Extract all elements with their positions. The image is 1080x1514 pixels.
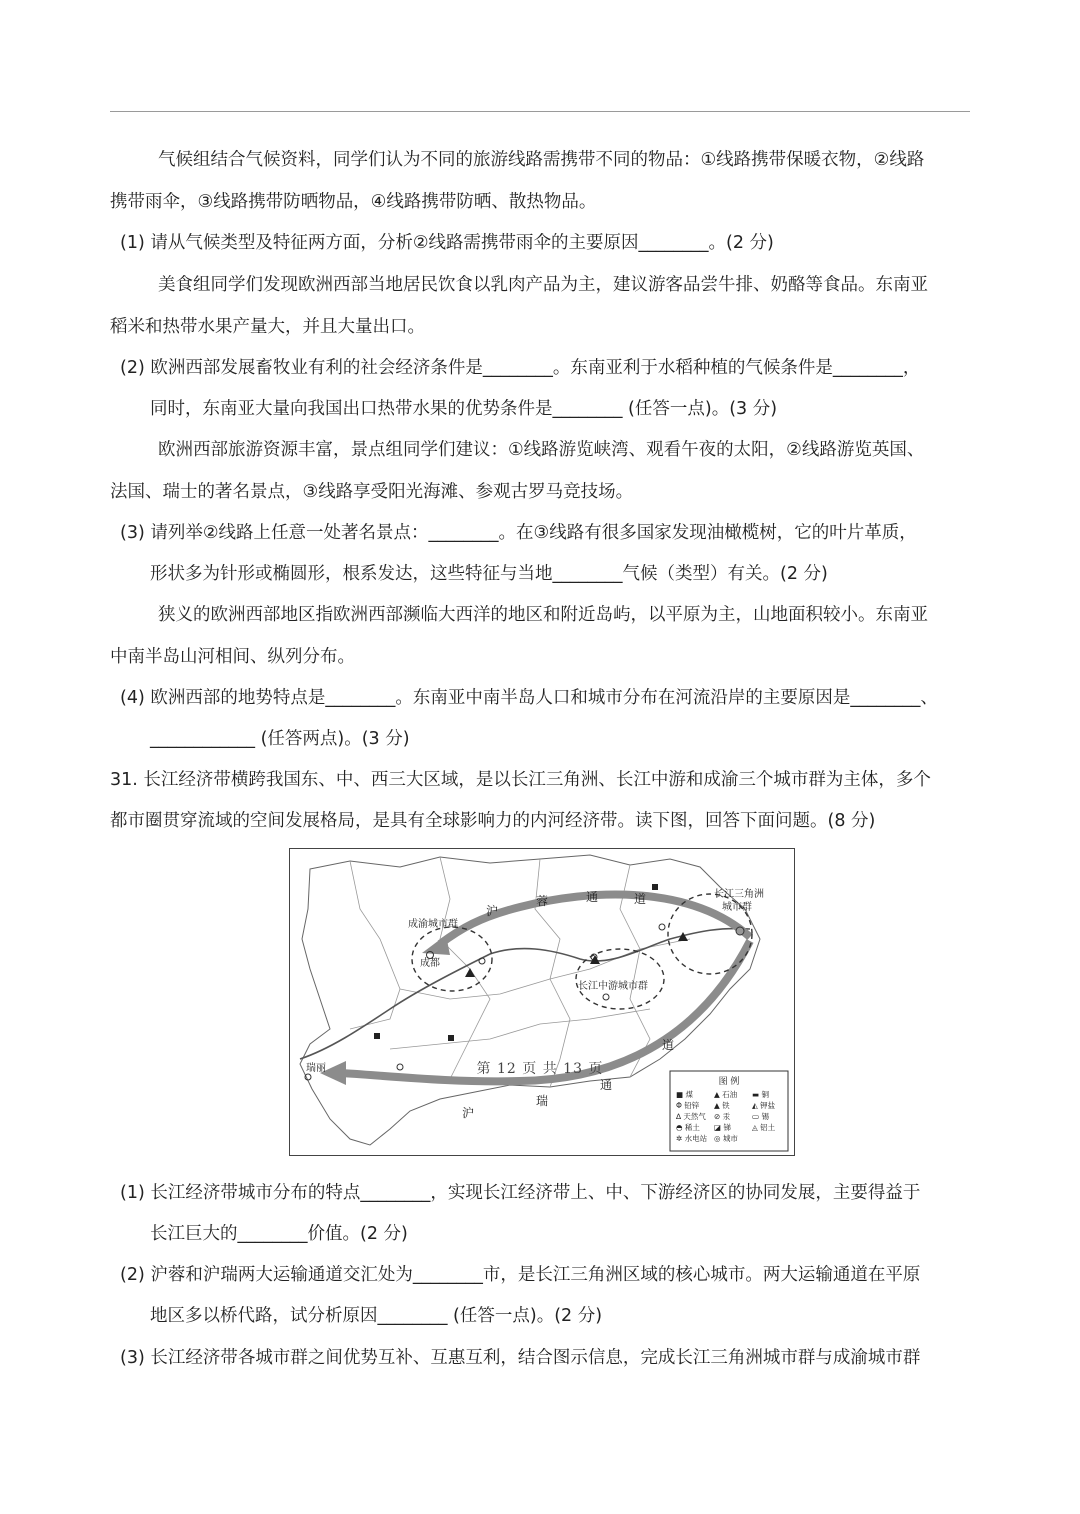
food-intro-1: 美食组同学们发现欧洲西部当地居民饮食以乳肉产品为主，建议游客品尝牛排、奶酪等食品。东南亚 (158, 275, 928, 295)
terrain-intro-1: 狭义的欧洲西部地区指欧洲西部濒临大西洋的地区和附近岛屿，以平原为主，山地面积较小。东南亚 (158, 605, 928, 625)
question-3-line-1: (3) 请列举②线路上任意一处著名景点：________。在③线路有很多国家发现油橄榄树，它的叶片革质， (120, 523, 917, 543)
climate-intro-2: 携带雨伞，③线路携带防晒物品，④线路携带防晒、散热物品。 (110, 192, 597, 212)
legend-item: ◓ 稀土 (676, 1123, 700, 1132)
question-31-2-line-1: (2) 沪蓉和沪瑞两大运输通道交汇处为________市，是长江三角洲区域的核心城市。两大运输通道在平原 (120, 1265, 921, 1285)
climate-intro-1: 气候组结合气候资料，同学们认为不同的旅游线路需携带不同的物品：①线路携带保暖衣物，②线路 (158, 150, 925, 170)
question-4-line-1: (4) 欧洲西部的地势特点是________。东南亚中南半岛人口和城市分布在河流沿岸的主要原因是________、 (120, 688, 938, 708)
legend-item: ▬ 铜 (752, 1090, 769, 1099)
oil-symbol (465, 968, 475, 977)
coal-symbol (374, 1033, 380, 1039)
map-legend (670, 1071, 788, 1151)
question-31-1-line-2: 长江巨大的________价值。(2 分) (150, 1224, 408, 1244)
legend-item: ▲ 石油 (714, 1090, 738, 1099)
question-31-3-line-1: (3) 长江经济带各城市群之间优势互补、互惠互利，结合图示信息，完成长江三角洲城市群与成渝城市群 (120, 1348, 921, 1368)
map-svg (290, 849, 794, 1155)
terrain-intro-2: 中南半岛山河相间、纵列分布。 (110, 647, 355, 667)
label-hurui-3: 通 (600, 1078, 613, 1092)
question-3-line-2: 形状多为针形或椭圆形，根系发达，这些特征与当地________气候（类型）有关。(2 分) (150, 564, 828, 584)
legend-item: ▲ 铁 (714, 1101, 730, 1110)
label-hurong-2: 蓉 (536, 894, 549, 908)
header-rule (110, 111, 970, 112)
page-footer: 第 12 页 共 13 页 (476, 1061, 604, 1077)
city-marker (659, 924, 665, 930)
legend-item: ◪ 锑 (714, 1123, 731, 1132)
city-marker (603, 994, 609, 1000)
coal-symbol (448, 1035, 454, 1041)
hurong-arrowhead (422, 935, 450, 955)
legend-title: 图 例 (718, 1077, 740, 1087)
label-ruili: 瑞丽 (306, 1063, 326, 1074)
city-marker (736, 927, 744, 935)
legend-item: ◎ 城市 (714, 1134, 738, 1143)
question-2-line-2: 同时，东南亚大量向我国出口热带水果的优势条件是________ (任答一点)。(3 分) (150, 399, 778, 419)
label-hurui-1: 沪 (462, 1106, 475, 1120)
label-hurong-3: 通 (586, 890, 599, 904)
legend-item: ◬ 铝土 (752, 1123, 776, 1132)
label-chengyu: 成渝城市群 (408, 919, 458, 930)
boundary-2 (440, 857, 490, 1079)
legend-item: ✲ 水电站 (676, 1134, 708, 1143)
question-31-line-2: 都市圈贯穿流域的空间发展格局，是具有全球影响力的内河经济带。读下图，回答下面问题。(8 分) (110, 811, 876, 831)
legend-item: ⊘ 汞 (714, 1112, 731, 1121)
label-hurui-2: 瑞 (536, 1094, 549, 1108)
question-1: (1) 请从气候类型及特征两方面，分析②线路需携带雨伞的主要原因________。(2 分) (120, 233, 774, 253)
food-intro-2: 稻米和热带水果产量大，并且大量出口。 (110, 317, 425, 337)
label-sanjiao-2: 城市群 (722, 902, 752, 913)
yangtze-river (300, 928, 750, 1059)
label-sanjiao-1: 长江三角洲 (714, 889, 764, 900)
question-31-2-line-2: 地区多以桥代路，试分析原因________ (任答一点)。(2 分) (150, 1306, 603, 1326)
label-hurong-4: 道 (634, 892, 647, 906)
label-hurui-4: 道 (662, 1038, 675, 1052)
boundary-1 (350, 861, 400, 1029)
yangtze-economic-belt-map (289, 848, 795, 1156)
legend-item: Φ 铅锌 (676, 1101, 700, 1110)
label-zhongyou: 长江中游城市群 (578, 981, 648, 992)
legend-item: ∆ 天然气 (676, 1112, 706, 1121)
scenic-intro-2: 法国、瑞士的著名景点，③线路享受阳光海滩、参观古罗马竞技场。 (110, 482, 634, 502)
label-hurong-1: 沪 (486, 904, 499, 918)
question-4-line-2: ____________ (任答两点)。(3 分) (150, 729, 410, 749)
legend-item: ▭ 锡 (752, 1112, 769, 1121)
question-31-1-line-1: (1) 长江经济带城市分布的特点________，实现长江经济带上、中、下游经济区的协同发展，主要得益于 (120, 1183, 921, 1203)
question-31-line-1: 31. 长江经济带横跨我国东、中、西三大区域，是以长江三角洲、长江中游和成渝三个城市群为主体，多个 (110, 770, 931, 790)
legend-item: ■ 煤 (676, 1090, 693, 1099)
legend-item: ◭ 钾盐 (752, 1101, 776, 1110)
boundary-6 (390, 1009, 650, 1049)
coal-symbol (652, 884, 658, 890)
scenic-intro-1: 欧洲西部旅游资源丰富，景点组同学们建议：①线路游览峡湾、观看午夜的太阳，②线路游览英国、 (158, 440, 925, 460)
question-2-line-1: (2) 欧洲西部发展畜牧业有利的社会经济条件是________。东南亚利于水稻种植的气候条件是________， (120, 358, 921, 378)
label-chengdu: 成都 (420, 958, 440, 969)
